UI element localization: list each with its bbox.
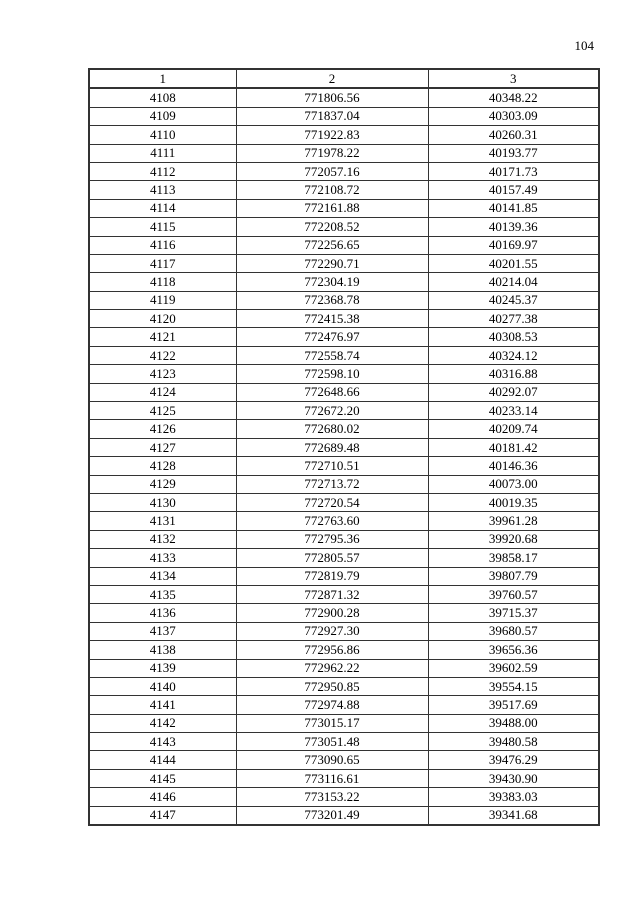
point-number-cell: 4141: [89, 696, 236, 714]
x-coordinate-cell: 773201.49: [236, 806, 428, 825]
table-row: [89, 733, 599, 751]
point-number-cell: 4119: [89, 291, 236, 309]
table-header-row: [89, 69, 599, 88]
table-row: [89, 236, 599, 254]
table-row: [89, 254, 599, 272]
y-coordinate-cell: 40171.73: [428, 162, 599, 180]
table-row: [89, 328, 599, 346]
table-row: [89, 126, 599, 144]
point-number-cell: 4146: [89, 788, 236, 806]
y-coordinate-cell: 39430.90: [428, 769, 599, 787]
column-header-2: 2: [236, 69, 428, 88]
table-row: [89, 181, 599, 199]
x-coordinate-cell: 772290.71: [236, 254, 428, 272]
point-number-cell: 4142: [89, 714, 236, 732]
table-row: [89, 530, 599, 548]
table-row: [89, 310, 599, 328]
point-number-cell: 4134: [89, 567, 236, 585]
table-row: [89, 493, 599, 511]
y-coordinate-cell: 40316.88: [428, 365, 599, 383]
table-row: [89, 346, 599, 364]
x-coordinate-cell: 772710.51: [236, 457, 428, 475]
table-row: [89, 438, 599, 456]
y-coordinate-cell: 40292.07: [428, 383, 599, 401]
table-row: [89, 622, 599, 640]
x-coordinate-cell: 772795.36: [236, 530, 428, 548]
x-coordinate-cell: 772927.30: [236, 622, 428, 640]
table-row: [89, 365, 599, 383]
point-number-cell: 4130: [89, 493, 236, 511]
x-coordinate-cell: 772108.72: [236, 181, 428, 199]
table-row: [89, 199, 599, 217]
point-number-cell: 4129: [89, 475, 236, 493]
y-coordinate-cell: 39656.36: [428, 641, 599, 659]
x-coordinate-cell: 772476.97: [236, 328, 428, 346]
y-coordinate-cell: 39961.28: [428, 512, 599, 530]
column-header-1: 1: [89, 69, 236, 88]
point-number-cell: 4139: [89, 659, 236, 677]
x-coordinate-cell: 772208.52: [236, 218, 428, 236]
x-coordinate-cell: 773116.61: [236, 769, 428, 787]
x-coordinate-cell: 772900.28: [236, 604, 428, 622]
x-coordinate-cell: 771978.22: [236, 144, 428, 162]
x-coordinate-cell: 772598.10: [236, 365, 428, 383]
table-row: [89, 677, 599, 695]
table-row: [89, 604, 599, 622]
x-coordinate-cell: 772415.38: [236, 310, 428, 328]
table-row: [89, 383, 599, 401]
y-coordinate-cell: 40324.12: [428, 346, 599, 364]
x-coordinate-cell: 772680.02: [236, 420, 428, 438]
point-number-cell: 4132: [89, 530, 236, 548]
point-number-cell: 4147: [89, 806, 236, 825]
point-number-cell: 4140: [89, 677, 236, 695]
y-coordinate-cell: 39760.57: [428, 585, 599, 603]
point-number-cell: 4133: [89, 549, 236, 567]
y-coordinate-cell: 39480.58: [428, 733, 599, 751]
point-number-cell: 4138: [89, 641, 236, 659]
point-number-cell: 4137: [89, 622, 236, 640]
y-coordinate-cell: 40260.31: [428, 126, 599, 144]
x-coordinate-cell: 771806.56: [236, 88, 428, 107]
table-row: [89, 420, 599, 438]
table-row: [89, 162, 599, 180]
column-header-3: 3: [428, 69, 599, 88]
table-row: [89, 475, 599, 493]
x-coordinate-cell: 772720.54: [236, 493, 428, 511]
y-coordinate-cell: 39715.37: [428, 604, 599, 622]
y-coordinate-cell: 39920.68: [428, 530, 599, 548]
y-coordinate-cell: 40277.38: [428, 310, 599, 328]
table-row: [89, 641, 599, 659]
y-coordinate-cell: 40146.36: [428, 457, 599, 475]
y-coordinate-cell: 40348.22: [428, 88, 599, 107]
point-number-cell: 4124: [89, 383, 236, 401]
page-number: 104: [574, 38, 594, 53]
y-coordinate-cell: 40193.77: [428, 144, 599, 162]
table-row: [89, 291, 599, 309]
x-coordinate-cell: 772689.48: [236, 438, 428, 456]
point-number-cell: 4121: [89, 328, 236, 346]
table-row: [89, 512, 599, 530]
x-coordinate-cell: 772763.60: [236, 512, 428, 530]
table-row: [89, 714, 599, 732]
x-coordinate-cell: 772974.88: [236, 696, 428, 714]
point-number-cell: 4126: [89, 420, 236, 438]
x-coordinate-cell: 772648.66: [236, 383, 428, 401]
point-number-cell: 4128: [89, 457, 236, 475]
x-coordinate-cell: 772713.72: [236, 475, 428, 493]
y-coordinate-cell: 40209.74: [428, 420, 599, 438]
y-coordinate-cell: 39383.03: [428, 788, 599, 806]
y-coordinate-cell: 40303.09: [428, 107, 599, 125]
y-coordinate-cell: 40141.85: [428, 199, 599, 217]
y-coordinate-cell: 40139.36: [428, 218, 599, 236]
y-coordinate-cell: 39488.00: [428, 714, 599, 732]
table-row: [89, 549, 599, 567]
x-coordinate-cell: 772871.32: [236, 585, 428, 603]
table-row: [89, 696, 599, 714]
y-coordinate-cell: 40157.49: [428, 181, 599, 199]
x-coordinate-cell: 772304.19: [236, 273, 428, 291]
y-coordinate-cell: 39517.69: [428, 696, 599, 714]
x-coordinate-cell: 772950.85: [236, 677, 428, 695]
point-number-cell: 4115: [89, 218, 236, 236]
point-number-cell: 4122: [89, 346, 236, 364]
x-coordinate-cell: 772368.78: [236, 291, 428, 309]
point-number-cell: 4136: [89, 604, 236, 622]
point-number-cell: 4108: [89, 88, 236, 107]
y-coordinate-cell: 39807.79: [428, 567, 599, 585]
point-number-cell: 4131: [89, 512, 236, 530]
x-coordinate-cell: 772805.57: [236, 549, 428, 567]
x-coordinate-cell: 772161.88: [236, 199, 428, 217]
point-number-cell: 4143: [89, 733, 236, 751]
y-coordinate-cell: 40201.55: [428, 254, 599, 272]
point-number-cell: 4114: [89, 199, 236, 217]
point-number-cell: 4117: [89, 254, 236, 272]
x-coordinate-cell: 772256.65: [236, 236, 428, 254]
point-number-cell: 4111: [89, 144, 236, 162]
table-row: [89, 144, 599, 162]
y-coordinate-cell: 39554.15: [428, 677, 599, 695]
point-number-cell: 4144: [89, 751, 236, 769]
table-row: [89, 585, 599, 603]
y-coordinate-cell: 40181.42: [428, 438, 599, 456]
point-number-cell: 4120: [89, 310, 236, 328]
x-coordinate-cell: 772558.74: [236, 346, 428, 364]
point-number-cell: 4123: [89, 365, 236, 383]
table-body: [89, 88, 599, 825]
table-row: [89, 769, 599, 787]
point-number-cell: 4145: [89, 769, 236, 787]
y-coordinate-cell: 40214.04: [428, 273, 599, 291]
x-coordinate-cell: 772819.79: [236, 567, 428, 585]
point-number-cell: 4127: [89, 438, 236, 456]
y-coordinate-cell: 39476.29: [428, 751, 599, 769]
table-row: [89, 806, 599, 825]
table-row: [89, 107, 599, 125]
table-row: [89, 273, 599, 291]
x-coordinate-cell: 773015.17: [236, 714, 428, 732]
x-coordinate-cell: 772962.22: [236, 659, 428, 677]
table-row: [89, 788, 599, 806]
point-number-cell: 4125: [89, 402, 236, 420]
point-number-cell: 4109: [89, 107, 236, 125]
x-coordinate-cell: 772672.20: [236, 402, 428, 420]
x-coordinate-cell: 771837.04: [236, 107, 428, 125]
y-coordinate-cell: 40245.37: [428, 291, 599, 309]
y-coordinate-cell: 39602.59: [428, 659, 599, 677]
y-coordinate-cell: 40233.14: [428, 402, 599, 420]
point-number-cell: 4112: [89, 162, 236, 180]
y-coordinate-cell: 39680.57: [428, 622, 599, 640]
table-row: [89, 659, 599, 677]
coordinates-table: [88, 68, 600, 826]
y-coordinate-cell: 40308.53: [428, 328, 599, 346]
x-coordinate-cell: 773051.48: [236, 733, 428, 751]
x-coordinate-cell: 773153.22: [236, 788, 428, 806]
table-row: [89, 751, 599, 769]
point-number-cell: 4118: [89, 273, 236, 291]
y-coordinate-cell: 39341.68: [428, 806, 599, 825]
point-number-cell: 4113: [89, 181, 236, 199]
table-row: [89, 567, 599, 585]
x-coordinate-cell: 772956.86: [236, 641, 428, 659]
y-coordinate-cell: 40019.35: [428, 493, 599, 511]
table-row: [89, 218, 599, 236]
x-coordinate-cell: 772057.16: [236, 162, 428, 180]
table-row: [89, 402, 599, 420]
table-row: [89, 457, 599, 475]
table-row: [89, 88, 599, 107]
y-coordinate-cell: 40073.00: [428, 475, 599, 493]
point-number-cell: 4116: [89, 236, 236, 254]
y-coordinate-cell: 39858.17: [428, 549, 599, 567]
point-number-cell: 4110: [89, 126, 236, 144]
point-number-cell: 4135: [89, 585, 236, 603]
x-coordinate-cell: 771922.83: [236, 126, 428, 144]
x-coordinate-cell: 773090.65: [236, 751, 428, 769]
y-coordinate-cell: 40169.97: [428, 236, 599, 254]
